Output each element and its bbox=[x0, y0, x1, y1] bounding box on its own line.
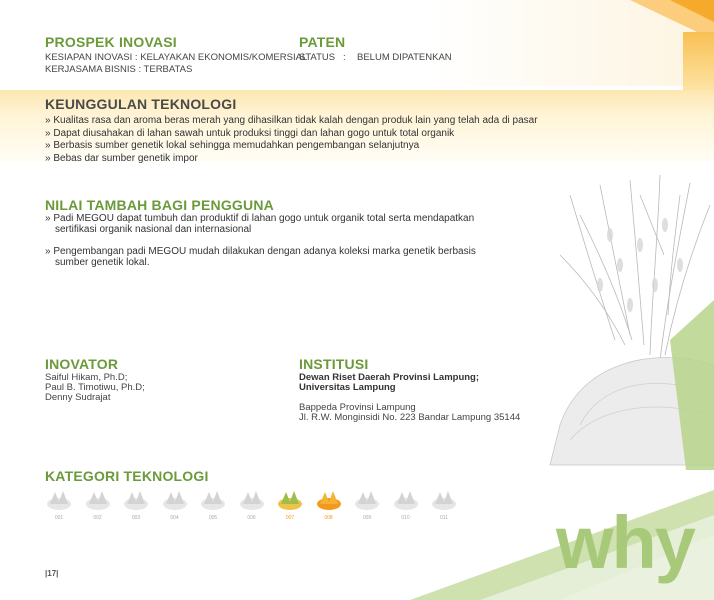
paten-title: PATEN bbox=[299, 34, 346, 50]
why-logo-text: why bbox=[556, 501, 694, 584]
nilai-item-2-line-2: sumber genetik lokal. bbox=[55, 257, 150, 269]
kategori-title: KATEGORI TEKNOLOGI bbox=[45, 468, 209, 484]
machine-icon bbox=[353, 488, 381, 512]
category-code-label: 002 bbox=[93, 515, 102, 521]
nilai-list bbox=[45, 213, 545, 269]
inovator-title: INOVATOR bbox=[45, 356, 119, 372]
factory-icon bbox=[430, 488, 458, 512]
institusi-address-line-2: Jl. R.W. Monginsidi No. 223 Bandar Lampung 35144 bbox=[299, 411, 521, 423]
keunggulan-item: » Berbasis sumber genetik lokal sehingga memudahkan pengembangan selanjutnya bbox=[45, 140, 420, 152]
field-icon bbox=[122, 488, 150, 512]
keunggulan-item: » Bebas dar sumber genetik impor bbox=[45, 152, 198, 164]
cloud-icon bbox=[392, 488, 420, 512]
prospek-line-1: KESIAPAN INOVASI : KELAYAKAN EKONOMIS/KOMERSIAL bbox=[45, 52, 308, 63]
category-code-label: 009 bbox=[362, 515, 372, 521]
prospek-line-2: KERJASAMA BISNIS : TERBATAS bbox=[45, 64, 193, 75]
keunggulan-item: » Dapat diusahakan di lahan sawah untuk produksi tinggi dan lahan gogo untuk total organik bbox=[45, 127, 455, 139]
inovator-name: Saiful Hikam, Ph.D; bbox=[45, 372, 128, 383]
category-code-label: 005 bbox=[208, 515, 218, 521]
institusi-name-2: Universitas Lampung bbox=[299, 382, 396, 393]
nilai-item-2-line-1: » Pengembangan padi MEGOU mudah dilakukan dengan adanya koleksi marka genetik berbasis bbox=[45, 245, 476, 257]
institusi-address-line-1: Bappeda Provinsi Lampung bbox=[299, 402, 416, 413]
category-code-label: 007 bbox=[285, 515, 295, 521]
seedling-icon bbox=[45, 488, 73, 512]
leaf-icon bbox=[84, 488, 112, 512]
inovator-names bbox=[45, 373, 145, 403]
category-code-label: 006 bbox=[247, 515, 256, 521]
institusi-address bbox=[299, 403, 520, 422]
category-code-label: 011 bbox=[440, 515, 448, 521]
institusi-title: INSTITUSI bbox=[299, 356, 369, 372]
inovator-name: Paul B. Timotiwu, Ph.D; bbox=[45, 382, 145, 393]
nilai-item-1-line-1: » Padi MEGOU dapat tumbuh dan produktif di lahan gogo untuk organik total serta mendapatkan bbox=[45, 213, 475, 224]
microscope-icon bbox=[238, 488, 266, 512]
keunggulan-list bbox=[45, 115, 538, 165]
page-number: |17| bbox=[45, 569, 59, 578]
nilai-item-1-line-2: sertifikasi organik nasional dan internasional bbox=[55, 224, 252, 236]
land-icon bbox=[276, 488, 304, 512]
harvest-icon bbox=[315, 488, 343, 512]
prospek-title: PROSPEK INOVASI bbox=[45, 34, 177, 50]
paten-status-value: BELUM DIPATENKAN bbox=[357, 52, 452, 63]
category-code-label: 003 bbox=[131, 515, 141, 521]
institusi-name-1: Dewan Riset Daerah Provinsi Lampung; bbox=[299, 372, 480, 383]
category-code-label: 010 bbox=[401, 515, 410, 521]
institusi-names bbox=[299, 373, 479, 393]
keunggulan-title: KEUNGGULAN TEKNOLOGI bbox=[45, 96, 237, 112]
keunggulan-item: » Kualitas rasa dan aroma beras merah yang dihasilkan tidak kalah dengan produk lain yang telah ada di pasar bbox=[45, 115, 538, 126]
inovator-name: Denny Sudrajat bbox=[45, 392, 111, 403]
category-code-label: 008 bbox=[324, 515, 333, 521]
chart-icon bbox=[199, 488, 227, 512]
nilai-title: NILAI TAMBAH BAGI PENGGUNA bbox=[45, 197, 274, 213]
plant-icon bbox=[161, 488, 189, 512]
paten-separator: : bbox=[343, 52, 346, 63]
category-code-label: 001 bbox=[54, 515, 64, 521]
category-code-label: 004 bbox=[170, 515, 179, 521]
paten-status-label: STATUS bbox=[299, 52, 336, 63]
